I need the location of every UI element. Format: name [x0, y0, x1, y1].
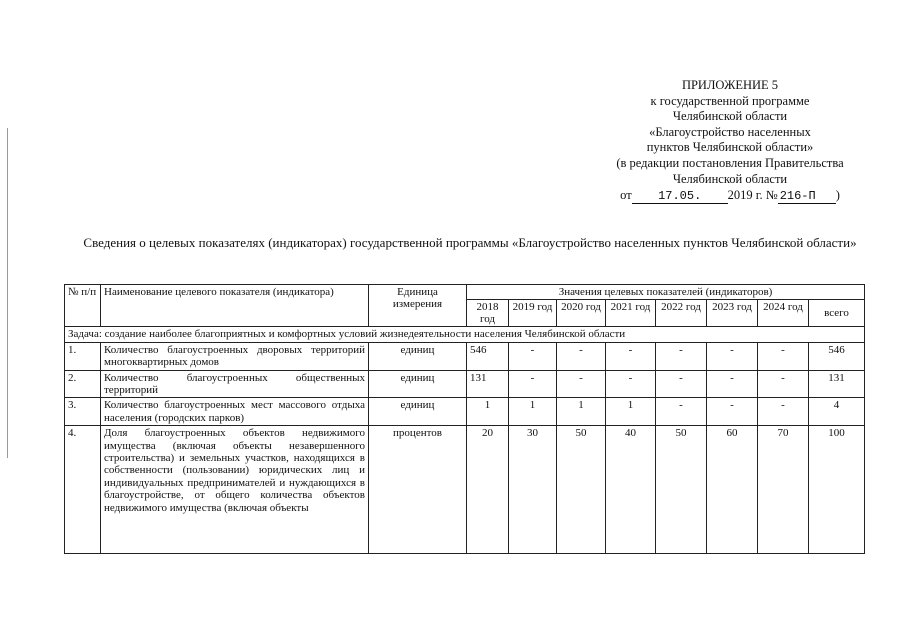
row-value: - — [707, 398, 758, 426]
row-num: 3. — [65, 398, 101, 426]
appendix-line: «Благоустройство населенных — [649, 124, 811, 139]
row-total: 100 — [809, 426, 865, 554]
appendix-line: Челябинской области — [672, 171, 788, 186]
task-text: Задача: создание наиболее благоприятных и комфортных условий жизнедеятельности населения Челябинской области — [65, 327, 865, 342]
row-name: Доля благоустроенных объектов недвижимого имущества (включая объекты незавершенного строительства) и земельных участков, находящихся в собственности (пользовании) юридических лиц и индивидуальных предпринимателей и нуждающихся в благоустройстве, от общего количества объектов недвижимого имущества (включая объекты — [101, 426, 369, 554]
header-name: Наименование целевого показателя (индикатора) — [101, 285, 369, 327]
header-num: № п/п — [65, 285, 101, 327]
row-value: - — [758, 398, 809, 426]
row-total: 546 — [809, 342, 865, 370]
header-values-group: Значения целевых показателей (индикаторов) — [467, 285, 865, 300]
header-year: 2023 год — [707, 300, 758, 327]
decree-number: 216-П — [778, 190, 836, 204]
row-value: - — [557, 342, 606, 370]
row-value: 50 — [557, 426, 606, 554]
document-title: Сведения о целевых показателях (индикаторах) государственной программы «Благоустройство населенных пунктов Челябинской области» — [83, 235, 857, 250]
decree-year: 2019 г. № — [727, 188, 778, 203]
row-unit: процентов — [369, 426, 467, 554]
row-value: 30 — [509, 426, 557, 554]
row-num: 4. — [65, 426, 101, 554]
appendix-line: к государственной программе — [650, 93, 810, 108]
row-value: - — [606, 370, 656, 398]
row-value: - — [656, 342, 707, 370]
row-value: - — [758, 370, 809, 398]
row-value: - — [509, 342, 557, 370]
table-row — [65, 398, 865, 426]
row-value: 40 — [606, 426, 656, 554]
appendix-date-line — [560, 188, 900, 204]
row-value: 1 — [606, 398, 656, 426]
indicators-table — [64, 284, 865, 554]
row-total: 4 — [809, 398, 865, 426]
row-value: 60 — [707, 426, 758, 554]
header-row — [65, 285, 865, 300]
row-name: Количество благоустроенных мест массового отдыха населения (городских парков) — [101, 398, 369, 426]
header-unit: Единица измерения — [369, 285, 467, 327]
row-unit: единиц — [369, 342, 467, 370]
header-year: 2021 год — [606, 300, 656, 327]
row-value: 131 — [467, 370, 509, 398]
scan-margin-line — [7, 128, 8, 458]
table-row — [65, 342, 865, 370]
header-year: 2024 год — [758, 300, 809, 327]
row-value: - — [758, 342, 809, 370]
row-value: - — [707, 370, 758, 398]
task-row — [65, 327, 865, 342]
table-row — [65, 426, 865, 554]
row-name: Количество благоустроенных дворовых территорий многоквартирных домов — [101, 342, 369, 370]
appendix-line: (в редакции постановления Правительства — [616, 155, 844, 170]
row-num: 1. — [65, 342, 101, 370]
appendix-line: пунктов Челябинской области» — [646, 140, 814, 155]
closing-paren: ) — [835, 188, 840, 203]
date-prefix: от — [620, 188, 632, 203]
appendix-line: Челябинской области — [672, 109, 788, 124]
row-value: - — [707, 342, 758, 370]
row-value: - — [656, 398, 707, 426]
row-value: 1 — [557, 398, 606, 426]
header-year: 2018 год — [467, 300, 509, 327]
row-unit: единиц — [369, 398, 467, 426]
row-unit: единиц — [369, 370, 467, 398]
row-value: 546 — [467, 342, 509, 370]
row-value: 20 — [467, 426, 509, 554]
row-value: - — [509, 370, 557, 398]
header-total: всего — [809, 300, 865, 327]
row-value: 1 — [467, 398, 509, 426]
row-value: 70 — [758, 426, 809, 554]
row-value: 50 — [656, 426, 707, 554]
decree-date: 17.05. — [632, 190, 728, 204]
row-value: - — [557, 370, 606, 398]
row-value: - — [656, 370, 707, 398]
header-year: 2020 год — [557, 300, 606, 327]
table-row — [65, 370, 865, 398]
appendix-title: ПРИЛОЖЕНИЕ 5 — [681, 78, 779, 92]
row-value: 1 — [509, 398, 557, 426]
row-value: - — [606, 342, 656, 370]
row-num: 2. — [65, 370, 101, 398]
header-year: 2019 год — [509, 300, 557, 327]
row-total: 131 — [809, 370, 865, 398]
header-year: 2022 год — [656, 300, 707, 327]
appendix-header — [560, 78, 900, 204]
row-name: Количество благоустроенных общественных территорий — [101, 370, 369, 398]
